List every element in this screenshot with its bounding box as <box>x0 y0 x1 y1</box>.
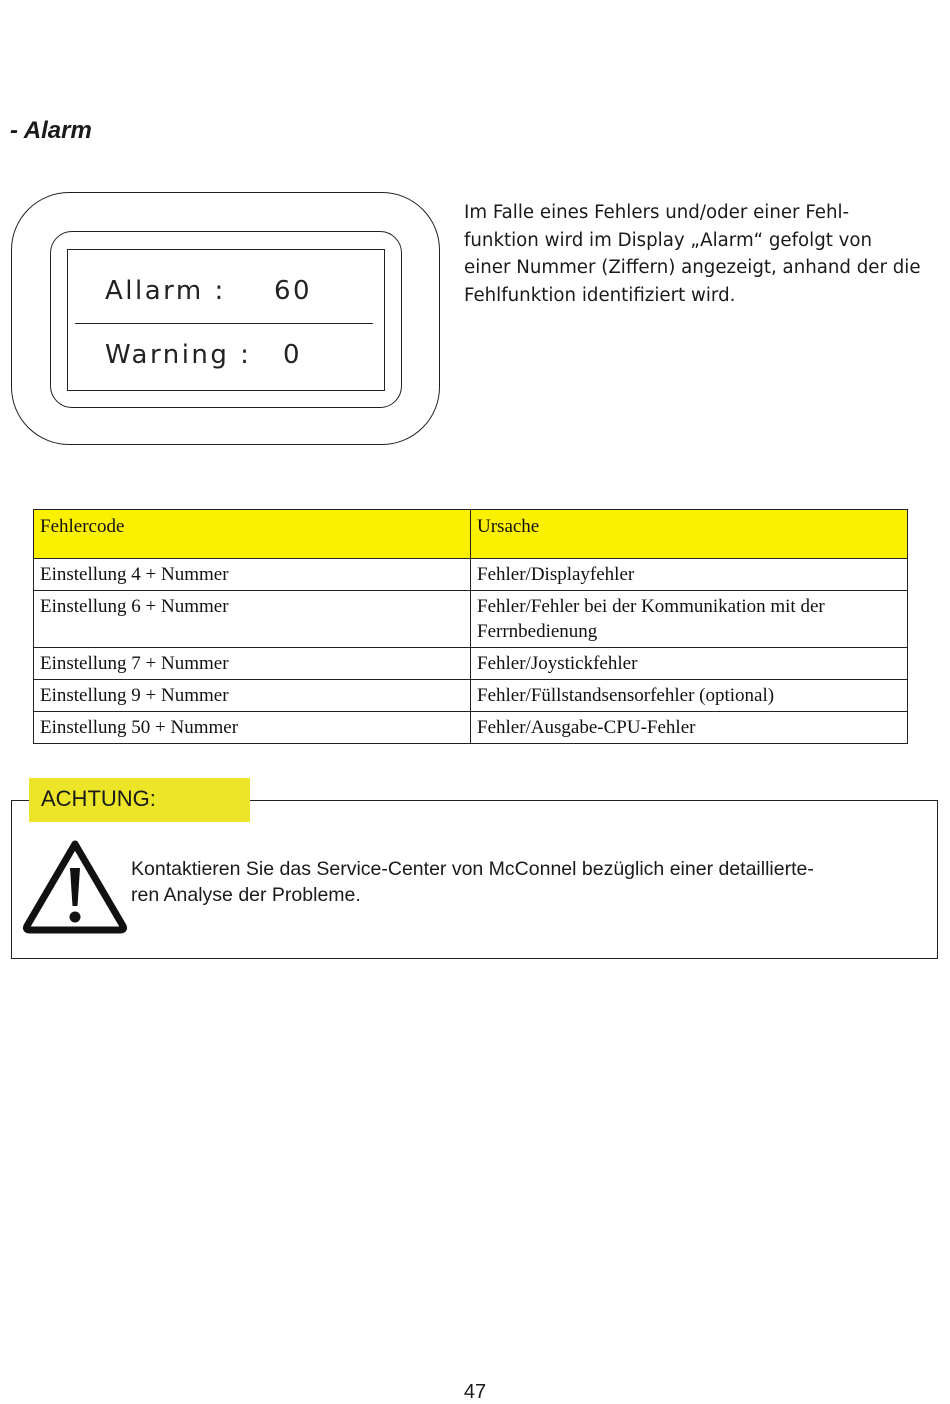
cause-cell <box>471 648 908 680</box>
display-warning-label: Warning : <box>105 340 252 370</box>
section-title: - Alarm <box>10 117 92 144</box>
warning-label: ACHTUNG: <box>29 778 250 822</box>
display-warning-value: 0 <box>283 340 303 370</box>
table-row <box>34 559 908 591</box>
error-code-cell: Einstellung 9 + Nummer <box>34 680 471 712</box>
table-row <box>34 680 908 712</box>
intro-line: Im Falle eines Fehlers und/oder einer Fehl- <box>464 202 850 223</box>
cause-line: Ferrnbedienung <box>477 621 598 642</box>
warning-triangle-icon <box>21 838 129 934</box>
cause-line: Fehler/Displayfehler <box>477 564 635 585</box>
cause-cell <box>471 591 908 648</box>
page-number: 47 <box>463 1381 487 1403</box>
cause-line: Fehler/Joystickfehler <box>477 653 638 674</box>
intro-line: funktion wird im Display „Alarm“ gefolgt von <box>464 229 873 251</box>
error-code-cell: Einstellung 50 + Nummer <box>34 712 471 744</box>
intro-paragraph <box>464 199 939 310</box>
error-code-cell: Einstellung 7 + Nummer <box>34 648 471 680</box>
display-alarm-value: 60 <box>274 276 313 306</box>
cause-line: Fehler/Ausgabe-CPU-Fehler <box>477 717 696 738</box>
cause-cell <box>471 680 908 712</box>
table-row <box>34 591 908 648</box>
table-header-row <box>34 510 908 559</box>
error-code-cell: Einstellung 6 + Nummer <box>34 591 471 648</box>
error-code-cell: Einstellung 4 + Nummer <box>34 559 471 591</box>
display-divider <box>75 323 373 324</box>
header-fehlercode: Fehlercode <box>34 510 471 559</box>
table-row <box>34 712 908 744</box>
cause-cell <box>471 712 908 744</box>
warning-line: ren Analyse der Probleme. <box>131 884 361 906</box>
warning-line: Kontaktieren Sie das Service-Center von McConnel bezüglich einer detaillierte- <box>131 858 814 880</box>
header-ursache: Ursache <box>471 510 908 559</box>
table-row <box>34 648 908 680</box>
error-code-table <box>33 509 908 744</box>
warning-text <box>131 856 911 908</box>
intro-line: einer Nummer (Ziffern) angezeigt, anhand der die <box>464 257 921 279</box>
cause-line: Fehler/Fehler bei der Kommunikation mit der <box>477 596 825 617</box>
cause-line: Fehler/Füllstandsensorfehler (optional) <box>477 685 775 706</box>
intro-line: Fehlfunktion identifiziert wird. <box>464 285 736 307</box>
cause-cell <box>471 559 908 591</box>
display-alarm-label: Allarm : <box>105 276 226 306</box>
